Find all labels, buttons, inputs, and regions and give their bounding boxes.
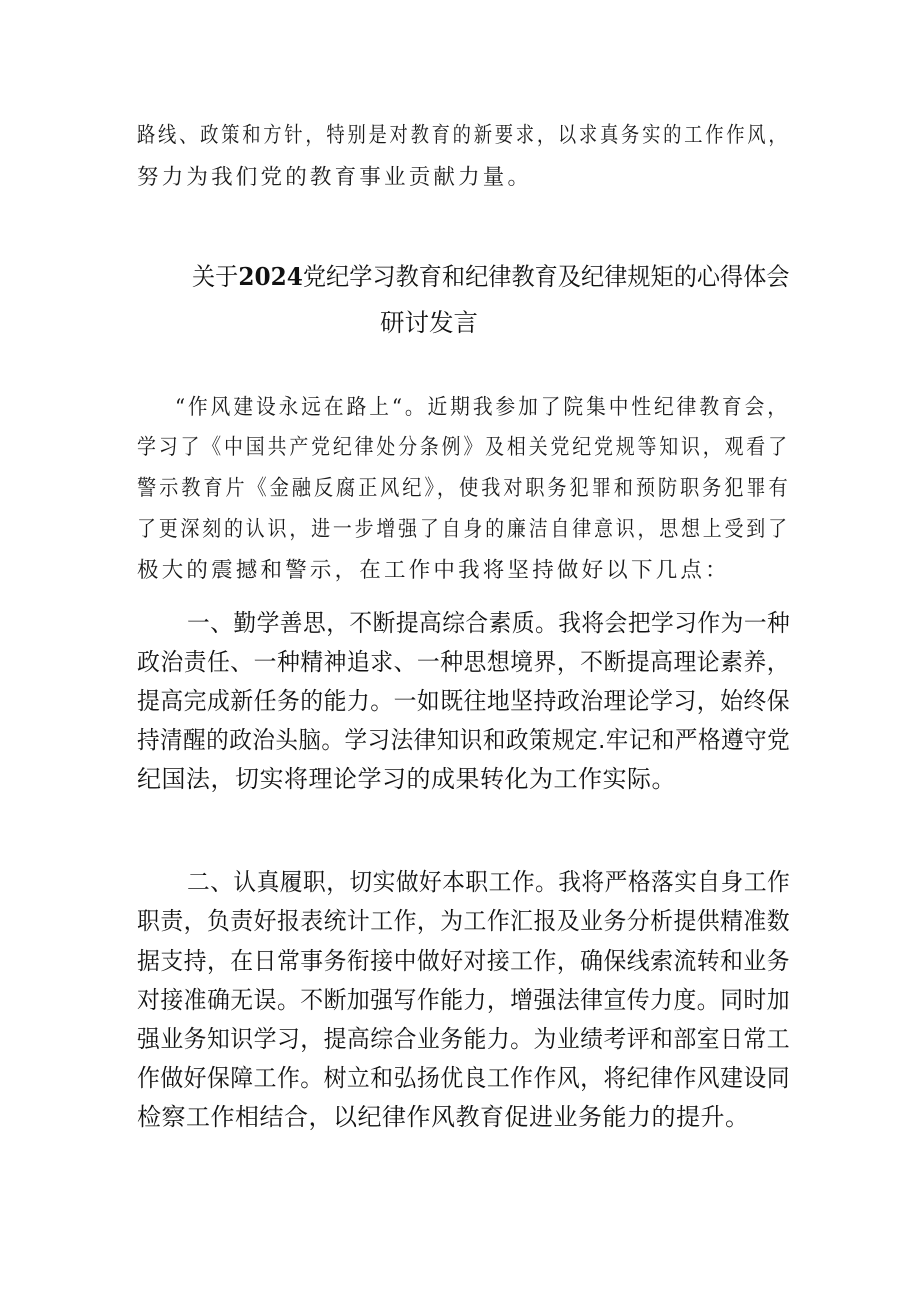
point2-line-6: 作做好保障工作。树立和弘扬优良工作作风，将纪律作风建设同: [137, 1064, 791, 1092]
title-prefix: 关于: [192, 262, 239, 291]
opening-line-1: “作风建设永远在路上“。近期我参加了院集中性纪律教育会，: [175, 395, 790, 420]
point2-line-3: 据支持，在日常事务衔接中做好对接工作，确保线索流转和业务: [137, 947, 791, 975]
intro-tail-line-2: 努力为我们党的教育事业贡献力量。: [137, 165, 533, 190]
point2-line-7: 检察工作相结合，以纪律作风教育促进业务能力的提升。: [137, 1103, 750, 1131]
point1-line-4: 持清醒的政治头脑。学习法律知识和政策规定.牢记和严格遵守党: [137, 726, 791, 754]
point1-line-2: 政治责任、一种精神追求、一种思想境界，不断提高理论素养，: [137, 648, 791, 676]
title-suffix: 党纪学习教育和纪律教育及纪律规矩的心得体会: [302, 262, 790, 291]
point1-line-3: 提高完成新任务的能力。一如既往地坚持政治理论学习，始终保: [137, 687, 791, 715]
point2-line-5: 强业务知识学习，提高综合业务能力。为业绩考评和部室日常工: [137, 1025, 791, 1053]
point1-line-5: 纪国法，切实将理论学习的成果转化为工作实际。: [137, 765, 676, 793]
point2-line-4: 对接准确无误。不断加强写作能力，增强法律宣传力度。同时加: [137, 986, 791, 1014]
opening-line-5: 极大的震撼和警示，在工作中我将坚持做好以下几点：: [137, 558, 730, 583]
intro-tail-line-1: 路线、政策和方针，特别是对教育的新要求，以求真务实的工作作风，: [137, 123, 790, 148]
point1-line-1: 一、勤学善思，不断提高综合素质。我将会把学习作为一种: [187, 609, 791, 637]
opening-line-2: 学习了《中国共产党纪律处分条例》及相关党纪党规等知识，观看了: [137, 435, 790, 460]
title-year: 2024: [238, 262, 303, 291]
opening-line-3: 警示教育片《金融反腐正风纪》，使我对职务犯罪和预防职务犯罪有: [137, 476, 791, 501]
article-title-line-2: 研讨发言: [380, 308, 478, 337]
point2-line-1: 二、认真履职，切实做好本职工作。我将严格落实自身工作: [187, 868, 791, 896]
opening-line-4: 了更深刻的认识，进一步增强了自身的廉洁自律意识，思想上受到了: [137, 517, 790, 542]
point2-line-2: 职责，负责好报表统计工作，为工作汇报及业务分析提供精准数: [137, 907, 791, 935]
article-title-line-1: [192, 258, 790, 293]
